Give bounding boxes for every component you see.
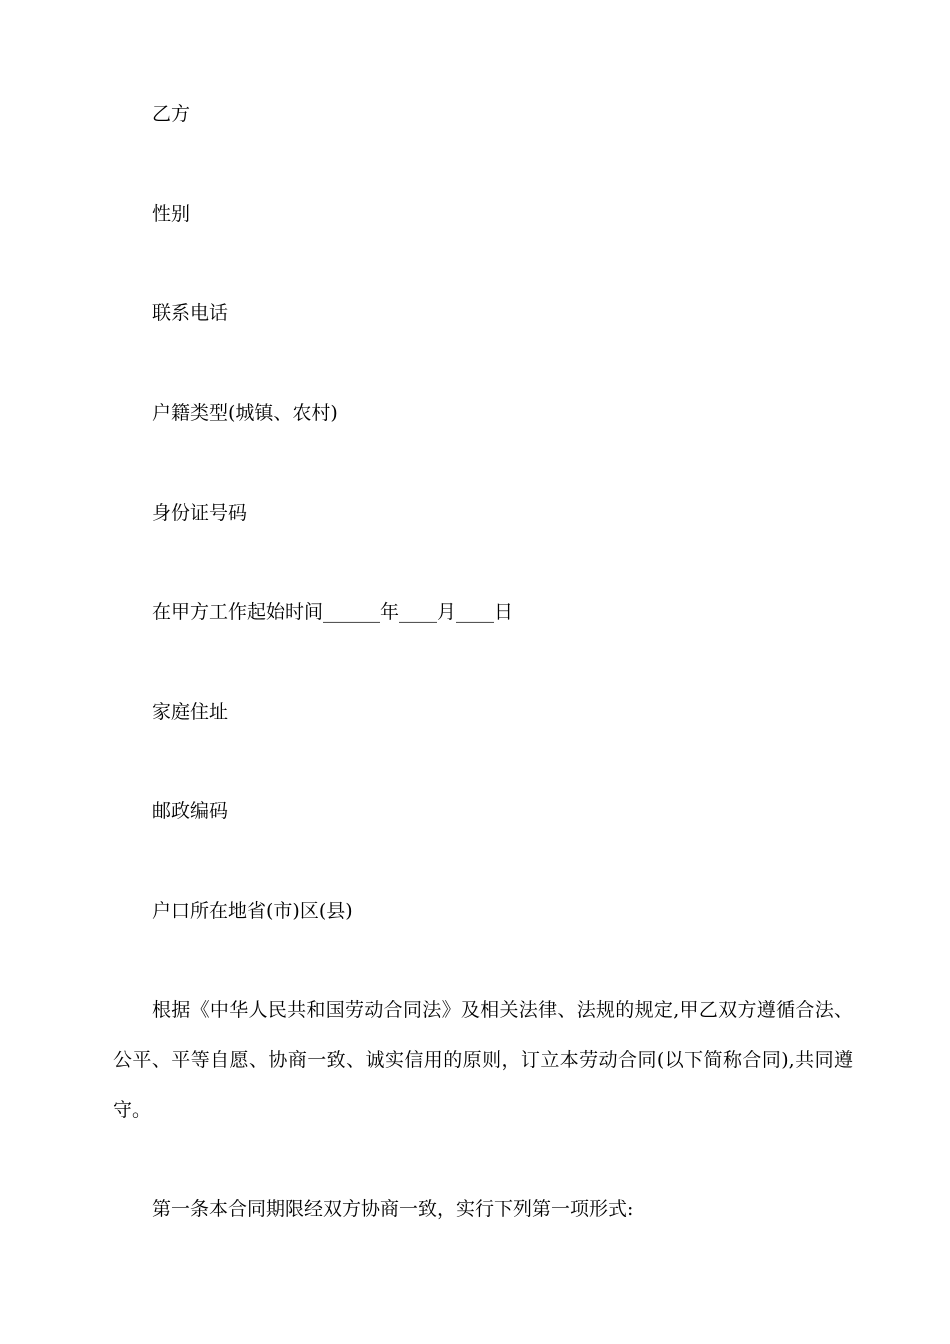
field-party-b: 乙方	[152, 103, 191, 125]
intro-paragraph: 根据《中华人民共和国劳动合同法》及相关法律、法规的规定,甲乙双方遵循合法、公平、平等自愿、协商一致、诚实信用的原则，订立本劳动合同(以下简称合同),共同遵守。	[113, 999, 853, 1121]
field-home-address: 家庭住址	[152, 701, 229, 723]
field-postal-code: 邮政编码	[152, 800, 229, 822]
field-phone: 联系电话	[152, 302, 229, 324]
field-household-type: 户籍类型(城镇、农村)	[152, 402, 338, 424]
article-one: 第一条本合同期限经双方协商一致，实行下列第一项形式:	[152, 1198, 634, 1220]
field-hukou-location: 户口所在地省(市)区(县)	[152, 900, 353, 922]
field-id-number: 身份证号码	[152, 502, 248, 524]
field-gender: 性别	[152, 203, 191, 225]
field-start-date: 在甲方工作起始时间______年____月____日	[152, 601, 514, 623]
